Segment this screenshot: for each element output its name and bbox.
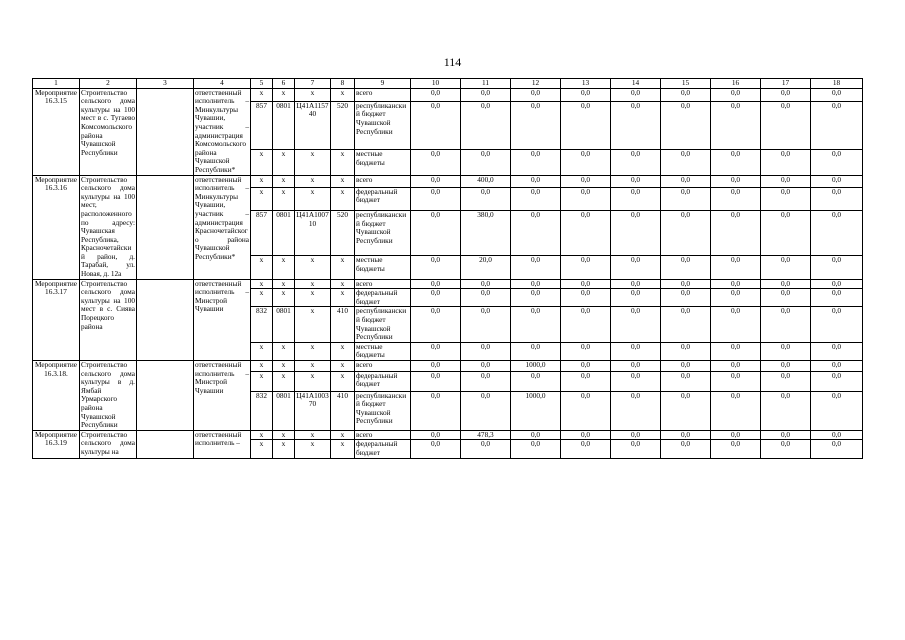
budget-value: 0,0: [661, 430, 711, 440]
budget-value: 0,0: [611, 101, 661, 150]
column-number-14: 14: [611, 79, 661, 89]
budget-value: 0,0: [661, 279, 711, 289]
budget-value: 0,0: [761, 150, 811, 175]
column-number-17: 17: [761, 79, 811, 89]
code-target-article: Ц41А115740: [295, 101, 331, 150]
measure-name: Строительство сельского дома культуры на 100 мест в с. Тугаево Комсомольского района Чувашской Республики: [80, 88, 137, 175]
code-grbs: x: [251, 289, 273, 307]
funding-source: местные бюджеты: [355, 150, 411, 175]
budget-value: 0,0: [611, 361, 661, 372]
measure-col3: [137, 175, 194, 279]
funding-source: местные бюджеты: [355, 256, 411, 279]
measure-col3: [137, 279, 194, 360]
code-target-article: x: [295, 150, 331, 175]
measure-col3: [137, 361, 194, 431]
budget-value: 0,0: [761, 440, 811, 458]
code-grbs: 857: [251, 211, 273, 256]
budget-value: 0,0: [811, 289, 863, 307]
budget-value: 0,0: [661, 289, 711, 307]
table-row: [33, 88, 863, 101]
budget-value: 0,0: [811, 342, 863, 360]
budget-value: 0,0: [711, 279, 761, 289]
budget-value: 0,0: [811, 279, 863, 289]
budget-value: 0,0: [461, 101, 511, 150]
budget-value: 0,0: [611, 150, 661, 175]
budget-value: 0,0: [511, 371, 561, 391]
budget-value: 0,0: [711, 391, 761, 430]
budget-value: 0,0: [611, 289, 661, 307]
funding-source: республиканский бюджет Чувашской Республики: [355, 101, 411, 150]
budget-value: 0,0: [511, 307, 561, 342]
budget-value: 0,0: [561, 211, 611, 256]
code-expense-type: 520: [331, 211, 355, 256]
column-number-8: 8: [331, 79, 355, 89]
budget-value: 0,0: [461, 361, 511, 372]
column-number-7: 7: [295, 79, 331, 89]
budget-value: 0,0: [711, 342, 761, 360]
budget-value: 0,0: [711, 430, 761, 440]
budget-value: 0,0: [561, 430, 611, 440]
budget-value: 0,0: [661, 440, 711, 458]
code-target-article: x: [295, 342, 331, 360]
code-expense-type: x: [331, 361, 355, 372]
budget-value: 0,0: [411, 307, 461, 342]
budget-value: 20,0: [461, 256, 511, 279]
measure-executor: ответственный исполнитель – Минстрой Чувашии: [194, 361, 251, 431]
budget-value: 0,0: [411, 187, 461, 210]
budget-value: 0,0: [661, 342, 711, 360]
budget-value: 0,0: [811, 175, 863, 187]
code-target-article: Ц41А100370: [295, 391, 331, 430]
budget-value: 0,0: [811, 150, 863, 175]
budget-value: 0,0: [711, 187, 761, 210]
measure-id: Мероприятие 16.3.16: [33, 175, 80, 279]
column-number-1: 1: [33, 79, 80, 89]
budget-value: 0,0: [761, 256, 811, 279]
code-target-article: x: [295, 187, 331, 210]
budget-value: 0,0: [761, 289, 811, 307]
budget-value: 0,0: [811, 440, 863, 458]
code-target-article: x: [295, 256, 331, 279]
table-row: [33, 175, 863, 187]
budget-value: 0,0: [511, 279, 561, 289]
budget-value: 0,0: [611, 88, 661, 101]
budget-value: 0,0: [611, 211, 661, 256]
budget-value: 0,0: [661, 307, 711, 342]
budget-value: 0,0: [411, 279, 461, 289]
budget-value: 0,0: [461, 187, 511, 210]
code-grbs: x: [251, 187, 273, 210]
budget-value: 0,0: [411, 88, 461, 101]
budget-value: 0,0: [411, 101, 461, 150]
code-target-article: x: [295, 361, 331, 372]
budget-value: 0,0: [711, 211, 761, 256]
code-grbs: x: [251, 279, 273, 289]
budget-value: 0,0: [511, 430, 561, 440]
code-section: 0801: [273, 307, 295, 342]
budget-value: 0,0: [561, 307, 611, 342]
table-row: [33, 279, 863, 289]
code-section: 0801: [273, 391, 295, 430]
budget-value: 0,0: [711, 101, 761, 150]
budget-value: 0,0: [761, 211, 811, 256]
budget-value: 0,0: [761, 307, 811, 342]
budget-value: 0,0: [811, 256, 863, 279]
code-expense-type: x: [331, 289, 355, 307]
budget-value: 0,0: [461, 289, 511, 307]
budget-value: 0,0: [761, 391, 811, 430]
budget-value: 0,0: [811, 211, 863, 256]
column-number-15: 15: [661, 79, 711, 89]
code-expense-type: 410: [331, 307, 355, 342]
measure-name: Строительство сельского дома культуры на: [80, 430, 137, 458]
column-number-4: 4: [194, 79, 251, 89]
budget-value: 0,0: [611, 430, 661, 440]
budget-value: 0,0: [611, 279, 661, 289]
budget-value: 0,0: [761, 279, 811, 289]
budget-value: 0,0: [561, 150, 611, 175]
code-expense-type: x: [331, 440, 355, 458]
budget-value: 0,0: [661, 150, 711, 175]
funding-source: республиканский бюджет Чувашской Республики: [355, 211, 411, 256]
code-grbs: 857: [251, 101, 273, 150]
budget-table: [32, 78, 863, 459]
code-target-article: x: [295, 175, 331, 187]
code-expense-type: x: [331, 371, 355, 391]
budget-value: 0,0: [561, 279, 611, 289]
budget-value: 478,3: [461, 430, 511, 440]
budget-value: 0,0: [661, 391, 711, 430]
budget-value: 0,0: [561, 440, 611, 458]
budget-value: 0,0: [461, 150, 511, 175]
budget-value: 0,0: [661, 187, 711, 210]
budget-value: 1000,0: [511, 361, 561, 372]
code-expense-type: x: [331, 187, 355, 210]
page-number: 114: [443, 55, 462, 69]
code-target-article: x: [295, 279, 331, 289]
budget-value: 0,0: [661, 211, 711, 256]
budget-value: 0,0: [711, 256, 761, 279]
budget-value: 0,0: [761, 101, 811, 150]
measure-col3: [137, 430, 194, 458]
code-section: 0801: [273, 101, 295, 150]
budget-value: 0,0: [461, 279, 511, 289]
budget-value: 400,0: [461, 175, 511, 187]
budget-value: 0,0: [461, 440, 511, 458]
budget-value: 0,0: [761, 88, 811, 101]
budget-value: 0,0: [461, 88, 511, 101]
budget-value: 0,0: [811, 430, 863, 440]
funding-source: федеральный бюджет: [355, 371, 411, 391]
code-grbs: x: [251, 440, 273, 458]
budget-value: 0,0: [561, 342, 611, 360]
code-section: x: [273, 88, 295, 101]
budget-value: 0,0: [511, 101, 561, 150]
budget-value: 0,0: [611, 371, 661, 391]
budget-value: 0,0: [611, 342, 661, 360]
budget-value: 0,0: [611, 440, 661, 458]
budget-value: 0,0: [711, 175, 761, 187]
code-target-article: x: [295, 440, 331, 458]
budget-value: 0,0: [761, 187, 811, 210]
code-expense-type: 410: [331, 391, 355, 430]
budget-value: 0,0: [561, 175, 611, 187]
code-grbs: 832: [251, 307, 273, 342]
code-target-article: x: [295, 88, 331, 101]
budget-value: 0,0: [411, 440, 461, 458]
measure-id: Мероприятие 16.3.19: [33, 430, 80, 458]
code-target-article: x: [295, 371, 331, 391]
code-section: x: [273, 256, 295, 279]
budget-value: 0,0: [611, 391, 661, 430]
budget-value: 0,0: [511, 256, 561, 279]
column-number-9: 9: [355, 79, 411, 89]
table-row: [33, 430, 863, 440]
measure-executor: ответственный исполнитель – Минстрой Чувашии: [194, 279, 251, 360]
budget-value: 0,0: [511, 150, 561, 175]
code-grbs: x: [251, 88, 273, 101]
column-number-5: 5: [251, 79, 273, 89]
budget-value: 0,0: [661, 361, 711, 372]
code-expense-type: x: [331, 150, 355, 175]
budget-value: 0,0: [411, 430, 461, 440]
budget-value: 0,0: [661, 101, 711, 150]
code-grbs: x: [251, 342, 273, 360]
budget-value: 0,0: [561, 187, 611, 210]
code-grbs: x: [251, 361, 273, 372]
funding-source: федеральный бюджет: [355, 187, 411, 210]
code-section: x: [273, 279, 295, 289]
measure-id: Мероприятие 16.3.17: [33, 279, 80, 360]
column-number-13: 13: [561, 79, 611, 89]
budget-value: 0,0: [411, 175, 461, 187]
budget-value: 0,0: [811, 371, 863, 391]
budget-value: 0,0: [711, 361, 761, 372]
column-number-12: 12: [511, 79, 561, 89]
budget-value: 0,0: [511, 175, 561, 187]
budget-value: 0,0: [561, 391, 611, 430]
measure-executor: ответственный исполнитель – Минкультуры Чувашии, участник – администрация Комсомольского района Чувашской Республики*: [195, 88, 249, 174]
code-section: x: [273, 150, 295, 175]
measure-executor: ответственный исполнитель –: [194, 430, 251, 458]
measure-col3: [137, 88, 194, 175]
budget-value: 0,0: [561, 101, 611, 150]
budget-value: 0,0: [411, 391, 461, 430]
code-expense-type: 520: [331, 101, 355, 150]
code-target-article: x: [295, 307, 331, 342]
budget-value: 0,0: [811, 307, 863, 342]
budget-value: 0,0: [611, 175, 661, 187]
funding-source: всего: [355, 175, 411, 187]
code-expense-type: x: [331, 430, 355, 440]
budget-value: 0,0: [411, 256, 461, 279]
column-number-16: 16: [711, 79, 761, 89]
code-target-article: x: [295, 289, 331, 307]
budget-value: 0,0: [661, 256, 711, 279]
budget-value: 0,0: [811, 187, 863, 210]
budget-value: 0,0: [761, 361, 811, 372]
budget-value: 1000,0: [511, 391, 561, 430]
budget-value: 0,0: [811, 361, 863, 372]
budget-value: 0,0: [511, 88, 561, 101]
budget-value: 0,0: [711, 371, 761, 391]
funding-source: республиканский бюджет Чувашской Республики: [355, 307, 411, 342]
code-target-article: x: [295, 430, 331, 440]
measure-name: Строительство сельского дома культуры на 100 мест в с. Сиява Порецкого района: [80, 279, 137, 360]
budget-value: 0,0: [411, 371, 461, 391]
budget-value: 0,0: [561, 361, 611, 372]
funding-source: республиканский бюджет Чувашской Республики: [355, 391, 411, 430]
code-expense-type: x: [331, 175, 355, 187]
funding-source: всего: [355, 430, 411, 440]
budget-value: 0,0: [811, 101, 863, 150]
budget-value: 0,0: [761, 342, 811, 360]
code-section: x: [273, 361, 295, 372]
budget-value: 0,0: [711, 289, 761, 307]
budget-value: 0,0: [611, 256, 661, 279]
code-grbs: 832: [251, 391, 273, 430]
budget-value: 0,0: [661, 175, 711, 187]
budget-value: 0,0: [761, 175, 811, 187]
budget-value: 0,0: [711, 150, 761, 175]
code-grbs: x: [251, 150, 273, 175]
funding-source: федеральный бюджет: [355, 440, 411, 458]
code-section: x: [273, 289, 295, 307]
measure-executor: ответственный исполнитель – Минкультуры Чувашии, участник – администрация Красночетайского района Чувашской Республики*: [194, 175, 251, 279]
code-expense-type: x: [331, 279, 355, 289]
measure-name: Строительство сельского дома культуры на 100 мест, расположенного по адресу: Чувашская Республика, Красночетайский район, д. Тарабай, ул. Новая, д. 12а: [81, 175, 135, 279]
budget-value: 0,0: [461, 307, 511, 342]
budget-value: 0,0: [411, 342, 461, 360]
code-grbs: x: [251, 430, 273, 440]
budget-value: 0,0: [661, 371, 711, 391]
measure-id: Мероприятие 16.3.15: [33, 88, 80, 175]
measure-name: Строительство сельского дома культуры в д. Ямбай Урмарского района Чувашской Республики: [81, 360, 135, 430]
budget-value: 0,0: [411, 361, 461, 372]
budget-value: 0,0: [711, 307, 761, 342]
budget-value: 0,0: [811, 88, 863, 101]
code-expense-type: x: [331, 256, 355, 279]
budget-value: 0,0: [461, 391, 511, 430]
table-row: [33, 361, 863, 372]
column-number-18: 18: [811, 79, 863, 89]
budget-value: 0,0: [561, 88, 611, 101]
budget-value: 0,0: [711, 440, 761, 458]
budget-value: 0,0: [411, 289, 461, 307]
budget-value: 0,0: [511, 289, 561, 307]
table-header-row: [33, 79, 863, 89]
code-target-article: Ц41А100710: [295, 211, 331, 256]
code-grbs: x: [251, 371, 273, 391]
budget-value: 0,0: [761, 371, 811, 391]
column-number-6: 6: [273, 79, 295, 89]
column-number-3: 3: [137, 79, 194, 89]
code-expense-type: x: [331, 342, 355, 360]
budget-value: 0,0: [711, 88, 761, 101]
budget-value: 0,0: [461, 342, 511, 360]
column-number-11: 11: [461, 79, 511, 89]
code-expense-type: x: [331, 88, 355, 101]
code-section: x: [273, 371, 295, 391]
code-section: x: [273, 175, 295, 187]
funding-source: всего: [355, 361, 411, 372]
budget-value: 0,0: [661, 88, 711, 101]
code-grbs: x: [251, 256, 273, 279]
budget-value: 0,0: [561, 289, 611, 307]
budget-value: 0,0: [511, 187, 561, 210]
code-section: x: [273, 187, 295, 210]
funding-source: местные бюджеты: [355, 342, 411, 360]
budget-value: 0,0: [511, 211, 561, 256]
budget-value: 0,0: [511, 342, 561, 360]
code-section: x: [273, 440, 295, 458]
code-section: x: [273, 430, 295, 440]
budget-value: 0,0: [411, 150, 461, 175]
funding-source: всего: [355, 88, 411, 101]
column-number-2: 2: [80, 79, 137, 89]
funding-source: всего: [355, 279, 411, 289]
funding-source: федеральный бюджет: [355, 289, 411, 307]
budget-value: 0,0: [511, 440, 561, 458]
measure-id: Мероприятие 16.3.18.: [33, 361, 80, 431]
budget-value: 0,0: [461, 371, 511, 391]
budget-value: 0,0: [561, 256, 611, 279]
code-section: x: [273, 342, 295, 360]
code-grbs: x: [251, 175, 273, 187]
budget-value: 0,0: [411, 211, 461, 256]
budget-value: 0,0: [561, 371, 611, 391]
column-number-10: 10: [411, 79, 461, 89]
budget-value: 0,0: [811, 391, 863, 430]
code-section: 0801: [273, 211, 295, 256]
budget-value: 0,0: [611, 307, 661, 342]
budget-value: 0,0: [611, 187, 661, 210]
budget-value: 0,0: [761, 430, 811, 440]
budget-value: 380,0: [461, 211, 511, 256]
